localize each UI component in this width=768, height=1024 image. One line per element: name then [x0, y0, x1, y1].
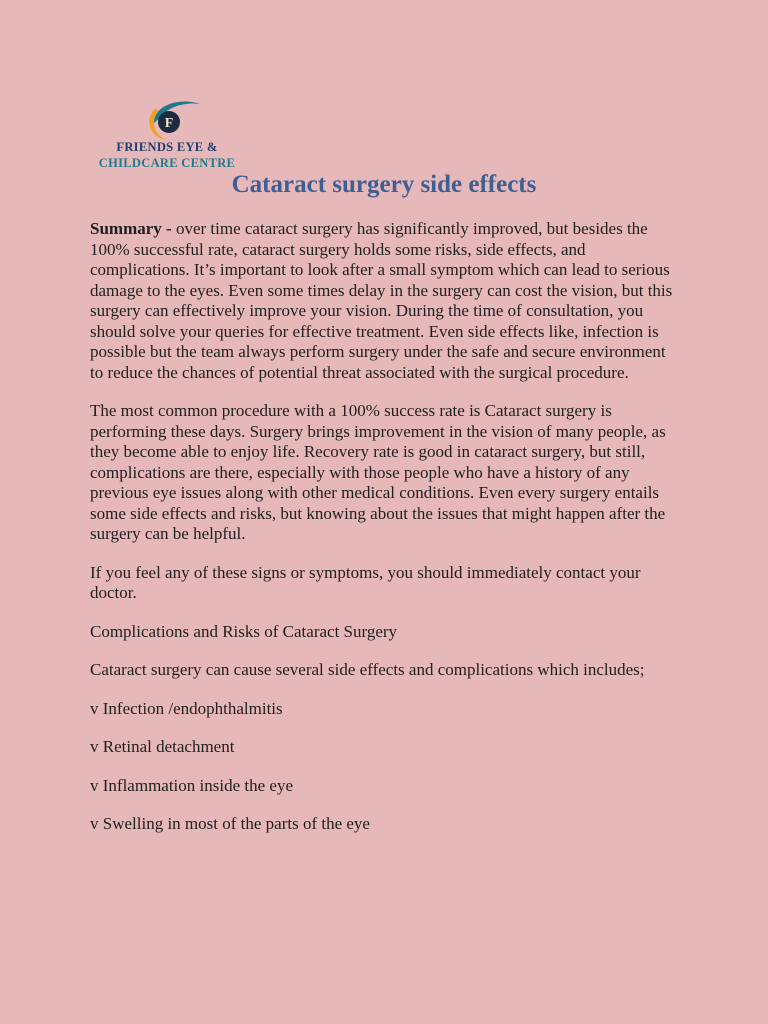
paragraph-side-effects-intro: Cataract surgery can cause several side effects and complications which includes; — [90, 660, 645, 679]
logo-text-line1: FRIENDS EYE & — [116, 140, 218, 154]
section-heading-complications: Complications and Risks of Cataract Surgery — [90, 621, 398, 641]
summary-text: over time cataract surgery has significantly improved, but besides the 100% successful rate, cataract surgery holds some risks, side effects, and complications. It’s important to look after a small symptom which can lead to serious damage to the eyes. Even some times delay in the surgery can cost the vision, but this surgery can effectively improve your vision. During the time of consultation, you should solve your queries for effective treatment. Even side effects like, infection is possible but the team always perform surgery under the safe and secure environment to reduce the chances of potential threat associated with the surgical procedure. — [90, 219, 673, 382]
logo-mark-letter: F — [164, 116, 174, 131]
paragraph-success-rate: The most common procedure with a 100% success rate is Cataract surgery is performing these days. Surgery brings improvement in the vision of many people, as they become able to enjoy life. Recovery rate is good in cataract surgery, but still, complications are there, especially with those people who have a history of any previous eye issues along with other medical conditions. Even every surgery entails some side effects and risks, but knowing about the issues that might happen after the surgery can be helpful. — [90, 401, 666, 543]
list-item: v Retinal detachment — [90, 737, 235, 756]
summary-paragraph — [90, 219, 680, 383]
document-title: Cataract surgery side effects — [231, 171, 537, 198]
list-item: v Inflammation inside the eye — [90, 775, 293, 795]
clinic-logo — [92, 96, 242, 176]
paragraph-contact-doctor: If you feel any of these signs or symptoms, you should immediately contact your doctor. — [90, 562, 641, 602]
summary-label: Summary - — [90, 219, 172, 238]
list-item: v Swelling in most of the parts of the eye — [90, 814, 370, 833]
list-item: v Infection /endophthalmitis — [90, 698, 283, 718]
eye-logo-icon — [142, 96, 202, 142]
document-body — [90, 219, 680, 853]
logo-text-line2: CHILDCARE CENTRE — [98, 156, 236, 170]
